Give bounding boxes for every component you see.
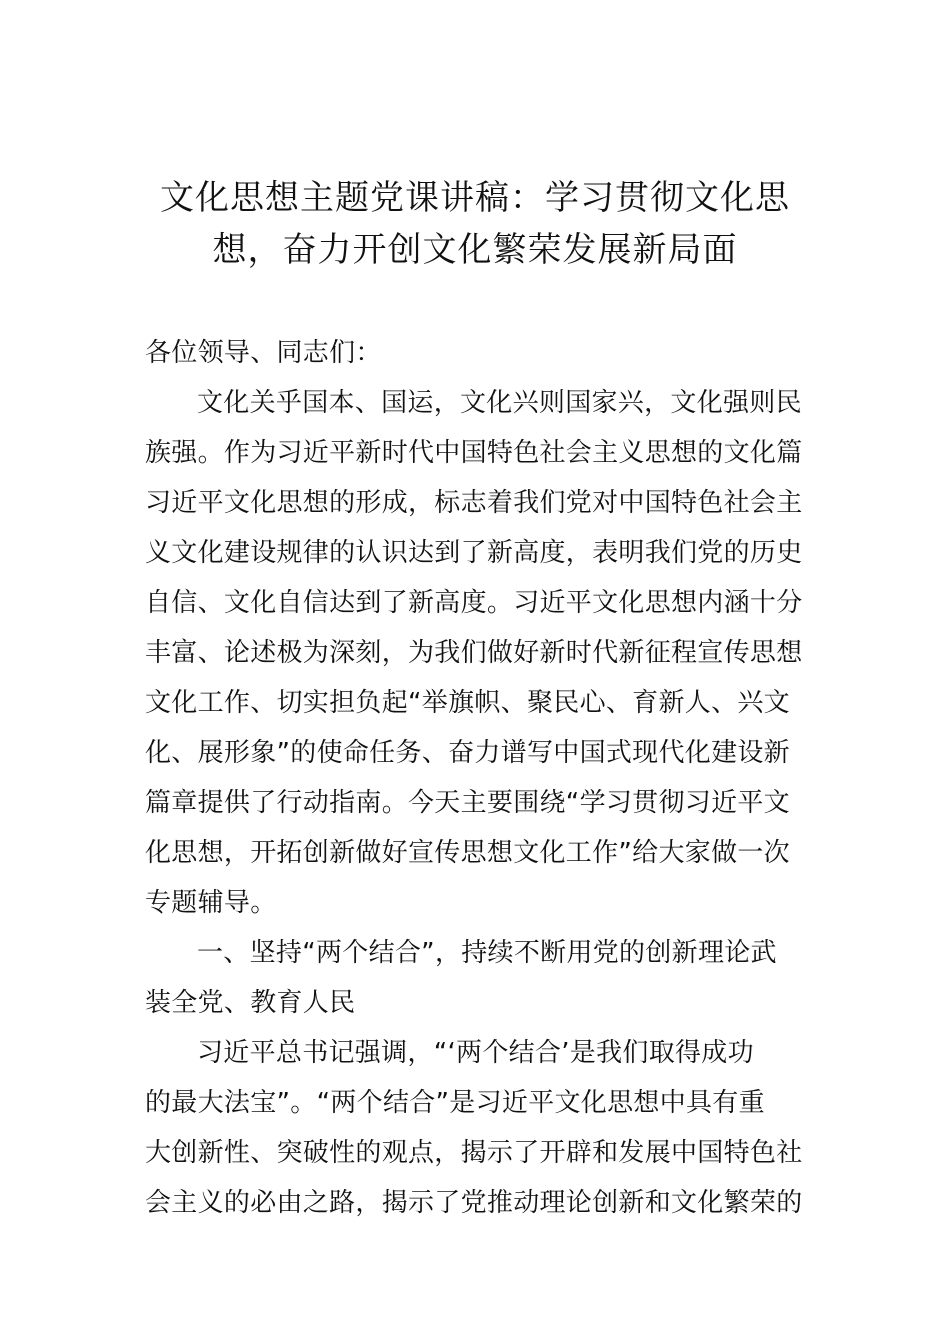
paragraph-line: 文化工作、切实担负起“举旗帜、聚民心、育新人、兴文 <box>145 688 790 718</box>
document-body <box>145 328 809 1228</box>
paragraph-line: 习近平总书记强调，“‘两个结合’是我们取得成功 <box>197 1038 754 1068</box>
document-title <box>145 172 805 276</box>
paragraph-line: 文化关乎国本、国运，文化兴则国家兴，文化强则民 <box>197 388 802 418</box>
salutation: 各位领导、同志们： <box>145 338 382 368</box>
paragraph-line: 自信、文化自信达到了新高度。习近平文化思想内涵十分 <box>145 588 803 618</box>
title-line: 文化思想主题党课讲稿：学习贯彻文化思 <box>160 178 790 218</box>
section-heading: 一、坚持“两个结合”，持续不断用党的创新理论武 <box>197 938 777 968</box>
paragraph-line: 丰富、论述极为深刻，为我们做好新时代新征程宣传思想 <box>145 638 803 668</box>
paragraph-line: 的最大法宝”。“两个结合”是习近平文化思想中具有重 <box>145 1088 765 1118</box>
paragraph-line: 化思想，开拓创新做好宣传思想文化工作”给大家做一次 <box>145 838 790 868</box>
title-line: 想，奋力开创文化繁荣发展新局面 <box>212 230 738 270</box>
paragraph-line: 义文化建设规律的认识达到了新高度，表明我们党的历史 <box>145 538 803 568</box>
section-heading: 装全党、教育人民 <box>145 988 356 1018</box>
paragraph-line: 会主义的必由之路，揭示了党推动理论创新和文化繁荣的 <box>145 1188 803 1218</box>
paragraph-line: 习近平文化思想的形成，标志着我们党对中国特色社会主 <box>145 488 803 518</box>
paragraph-line: 族强。作为习近平新时代中国特色社会主义思想的文化篇 <box>145 438 803 468</box>
paragraph-line: 化、展形象”的使命任务、奋力谱写中国式现代化建设新 <box>145 738 790 768</box>
paragraph-line: 专题辅导。 <box>145 888 277 918</box>
paragraph-line: 篇章提供了行动指南。今天主要围绕“学习贯彻习近平文 <box>145 788 790 818</box>
paragraph-line: 大创新性、突破性的观点，揭示了开辟和发展中国特色社 <box>145 1138 803 1168</box>
